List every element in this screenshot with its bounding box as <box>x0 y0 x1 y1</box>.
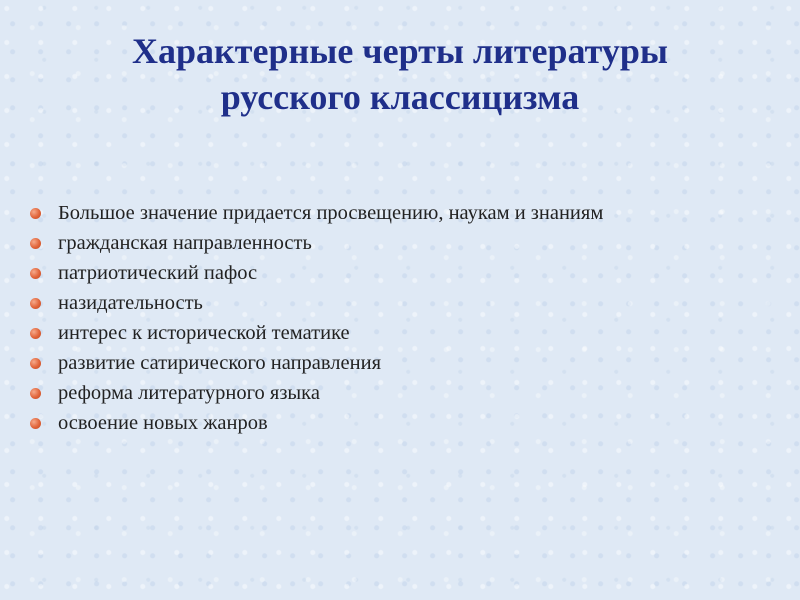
slide-title-line-1: Характерные черты литературы <box>132 31 668 71</box>
bullet-text: Большое значение придается просвещению, наукам и знаниям <box>58 202 604 224</box>
bullet-item-8 <box>30 410 750 436</box>
bullet-dot-icon <box>30 418 41 429</box>
bullet-dot-icon <box>30 268 41 279</box>
bullet-item-5 <box>30 320 750 346</box>
bullet-text: интерес к исторической тематике <box>58 322 350 344</box>
bullet-item-3 <box>30 260 750 286</box>
bullet-text: гражданская направленность <box>58 232 312 254</box>
bullet-dot-icon <box>30 328 41 339</box>
bullet-dot-icon <box>30 238 41 249</box>
bullet-dot-icon <box>30 298 41 309</box>
bullet-item-4 <box>30 290 750 316</box>
bullet-item-6 <box>30 350 750 376</box>
bullet-text: развитие сатирического направления <box>58 352 382 374</box>
bullet-item-1 <box>30 200 750 226</box>
bullet-text: реформа литературного языка <box>58 382 320 404</box>
bullet-text: назидательность <box>58 292 203 314</box>
slide-title-line-2: русского классицизма <box>220 77 580 117</box>
bullet-dot-icon <box>30 208 41 219</box>
bullet-item-2 <box>30 230 750 256</box>
bullet-dot-icon <box>30 358 41 369</box>
bullet-dot-icon <box>30 388 41 399</box>
slide-title <box>40 28 760 120</box>
bullet-list <box>30 200 750 440</box>
bullet-text: освоение новых жанров <box>58 412 268 434</box>
bullet-text: патриотический пафос <box>58 262 258 284</box>
bullet-item-7 <box>30 380 750 406</box>
